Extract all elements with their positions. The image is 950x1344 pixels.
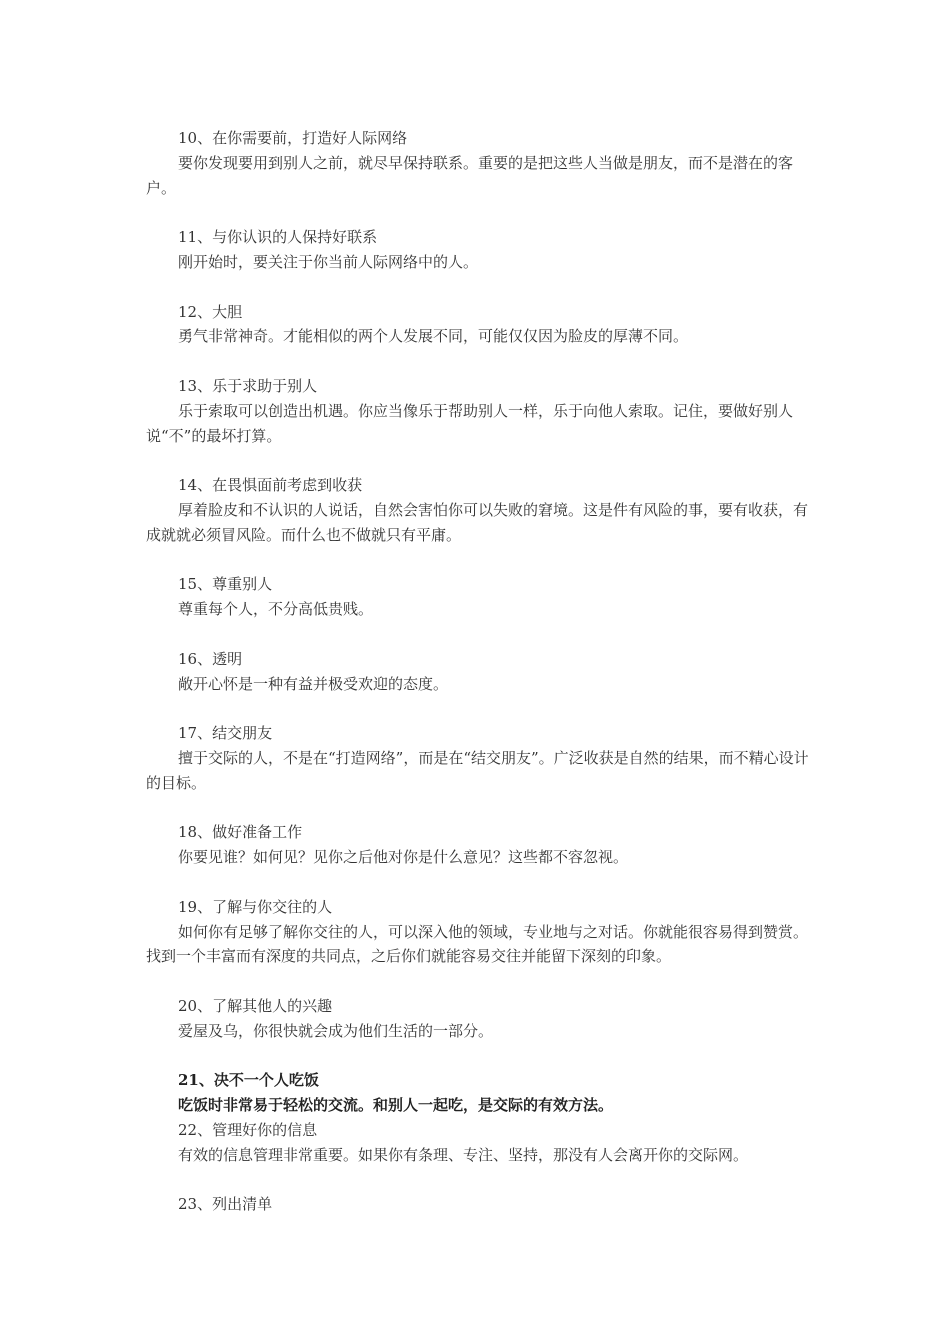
list-item bbox=[146, 572, 811, 622]
item-heading: 21、决不一个人吃饭 bbox=[178, 1071, 319, 1090]
item-heading: 13、乐于求助于别人 bbox=[178, 376, 318, 395]
document-body bbox=[146, 126, 811, 1217]
list-item bbox=[146, 1192, 811, 1217]
item-heading: 17、结交朋友 bbox=[178, 724, 273, 743]
item-body: 尊重每个人，不分高低贵贱。 bbox=[178, 600, 374, 619]
list-item bbox=[146, 895, 811, 969]
item-heading: 23、列出清单 bbox=[178, 1195, 273, 1214]
item-body: 要你发现要用到别人之前，就尽早保持联系。重要的是把这些人当做是朋友，而不是潜在的客户。 bbox=[146, 153, 794, 197]
item-body: 有效的信息管理非常重要。如果你有条理、专注、坚持，那没有人会离开你的交际网。 bbox=[178, 1145, 749, 1164]
list-item bbox=[146, 126, 811, 200]
item-heading: 16、透明 bbox=[178, 649, 243, 668]
item-heading: 18、做好准备工作 bbox=[178, 823, 303, 842]
item-body: 如何你有足够了解你交往的人，可以深入他的领域，专业地与之对话。你就能很容易得到赞赏。找到一个丰富而有深度的共同点，之后你们就能容易交往并能留下深刻的印象。 bbox=[146, 922, 809, 966]
item-body: 爱屋及乌，你很快就会成为他们生活的一部分。 bbox=[178, 1021, 494, 1040]
item-body: 吃饭时非常易于轻松的交流。和别人一起吃，是交际的有效方法。 bbox=[178, 1096, 614, 1115]
item-body: 乐于索取可以创造出机遇。你应当像乐于帮助别人一样，乐于向他人索取。记住，要做好别人说“不”的最坏打算。 bbox=[146, 401, 794, 445]
list-item bbox=[146, 721, 811, 795]
list-item bbox=[146, 300, 811, 350]
list-item bbox=[146, 374, 811, 448]
item-body: 刚开始时，要关注于你当前人际网络中的人。 bbox=[178, 252, 479, 271]
item-body: 你要见谁？如何见？见你之后他对你是什么意见？这些都不容忽视。 bbox=[178, 848, 629, 867]
item-heading: 19、了解与你交往的人 bbox=[178, 897, 333, 916]
item-body: 勇气非常神奇。才能相似的两个人发展不同，可能仅仅因为脸皮的厚薄不同。 bbox=[178, 327, 689, 346]
list-item bbox=[146, 225, 811, 275]
item-body: 擅于交际的人，不是在“打造网络”，而是在“结交朋友”。广泛收获是自然的结果，而不精心设计的目标。 bbox=[146, 748, 809, 792]
item-heading: 20、了解其他人的兴趣 bbox=[178, 996, 333, 1015]
item-heading: 11、与你认识的人保持好联系 bbox=[178, 228, 378, 247]
list-item bbox=[146, 1118, 811, 1168]
item-heading: 10、在你需要前，打造好人际网络 bbox=[178, 129, 408, 147]
item-body: 厚着脸皮和不认识的人说话，自然会害怕你可以失败的窘境。这是件有风险的事，要有收获，有成就就必须冒风险。而什么也不做就只有平庸。 bbox=[146, 500, 809, 544]
item-heading: 15、尊重别人 bbox=[178, 575, 273, 594]
list-item bbox=[146, 994, 811, 1044]
list-item bbox=[146, 473, 811, 547]
list-item bbox=[146, 647, 811, 697]
item-body: 敞开心怀是一种有益并极受欢迎的态度。 bbox=[178, 674, 449, 693]
item-heading: 14、在畏惧面前考虑到收获 bbox=[178, 476, 363, 495]
item-heading: 12、大胆 bbox=[178, 302, 243, 321]
item-heading: 22、管理好你的信息 bbox=[178, 1120, 318, 1139]
list-item bbox=[146, 820, 811, 870]
list-item bbox=[146, 1068, 811, 1118]
